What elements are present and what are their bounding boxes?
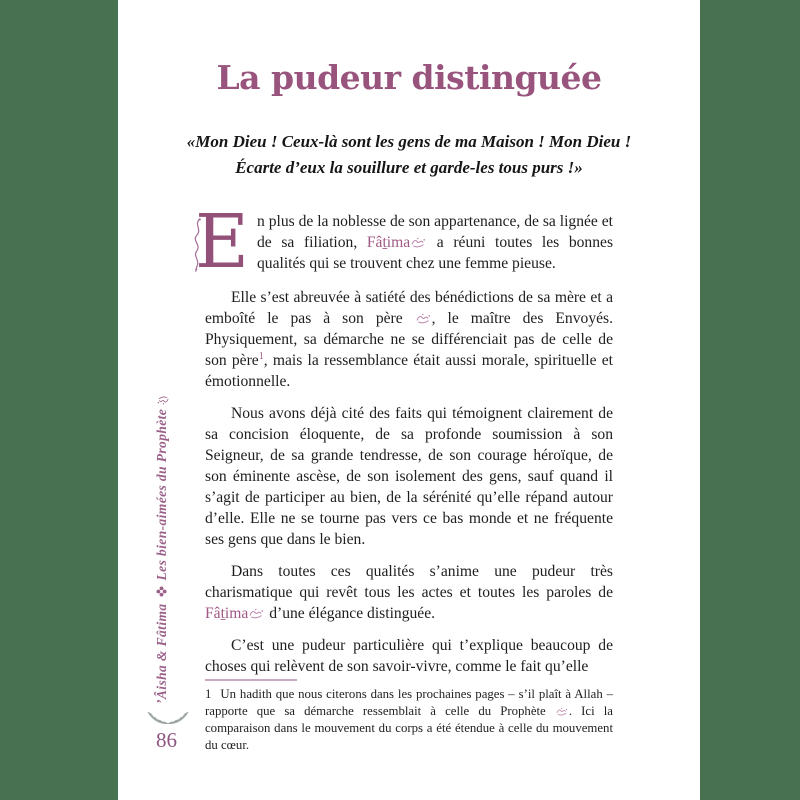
paragraph-text: d’une élégance distinguée. <box>265 605 436 622</box>
dropcap-initial <box>191 199 249 285</box>
chapter-title: La pudeur distinguée <box>216 58 602 97</box>
honorific-icon <box>416 313 431 324</box>
dropcap-letter: E <box>194 199 249 285</box>
paragraph-text: , le maître des Envoyés. Physiquement, sa démarche ne se différenciait pas de celle de son père <box>205 310 614 369</box>
paragraph-text: Elle s’est abreuvée à satiété des bénédictions de sa mère et a emboîté le pas à son père <box>205 289 613 327</box>
running-title-sidebar <box>154 378 176 704</box>
background-right-strip <box>700 0 800 800</box>
footnote-reference: 1 <box>258 350 264 362</box>
paragraph-text: a réuni toutes les bonnes qualités qui se trouvent chez une femme pieuse. <box>257 234 614 272</box>
footnote-number: 1 <box>205 687 212 701</box>
paragraph-2 <box>205 287 613 392</box>
honorific-icon <box>411 237 426 248</box>
honorific-icon <box>157 396 169 405</box>
fatima-name: Fâṯima <box>366 234 411 251</box>
honorific-icon <box>249 608 264 619</box>
paragraph-text: n plus de la noblesse de son appartenance, de sa lignée et de sa filiation, <box>257 213 613 251</box>
paragraph-text: , mais la ressemblance était aussi morale, spirituelle et émotionnelle. <box>205 352 613 390</box>
footnote-segment: Un hadith que nous citerons dans les prochaines pages – s’il plaît à Allah – rapporte que sa démarche ressemblait à celle du Prophète <box>205 687 613 718</box>
footnote-separator <box>205 679 297 681</box>
laurel-ornament-icon <box>145 709 191 727</box>
paragraph-1 <box>194 199 614 285</box>
footnote-segment: . Ici la comparaison dans le mouvement du corps a été étendue à celle du mouvement du cœur. <box>205 704 613 752</box>
body-text-column <box>194 199 614 688</box>
paragraph-3: Nous avons déjà cité des faits qui témoignent clairement de sa concision éloquente, de sa profonde soumission à son Seigneur, de sa grande tendresse, de son courage héroïque, de son éminente ascèse, de son isolement des gens, sauf quand il s’agit de participer au bien, de la sérénité qu’elle répand autour d’elle. Elle ne se tourne pas vers ce bas monde et ne fréquente ses gens que dans le bien. <box>205 405 613 548</box>
footnote-block <box>205 679 613 754</box>
flower-icon <box>157 586 168 597</box>
honorific-icon <box>556 707 568 716</box>
footnote-text <box>205 686 613 754</box>
book-page <box>118 0 700 800</box>
sidebar-book-title: ’Âisha & Fâtima <box>154 603 169 704</box>
epigraph-quote: «Mon Dieu ! Ceux-là sont les gens de ma Maison ! Mon Dieu ! Écarte d’eux la souillure et garde-les tous purs !» <box>186 132 632 177</box>
page-number: 86 <box>156 728 177 752</box>
background-left-strip <box>0 0 118 800</box>
paragraph-text: Dans toutes ces qualités s’anime une pudeur très charismatique qui revêt tous les actes et toutes les paroles de <box>205 563 613 601</box>
paragraph-5: C’est une pudeur particulière qui t’explique beaucoup de choses qui relèvent de son savoir-vivre, comme le fait qu’elle <box>205 637 613 675</box>
paragraph-4 <box>205 561 613 624</box>
sidebar-subtitle: Les bien-aimées du Prophète <box>154 408 169 581</box>
fatima-name: Fâṯima <box>205 605 249 622</box>
